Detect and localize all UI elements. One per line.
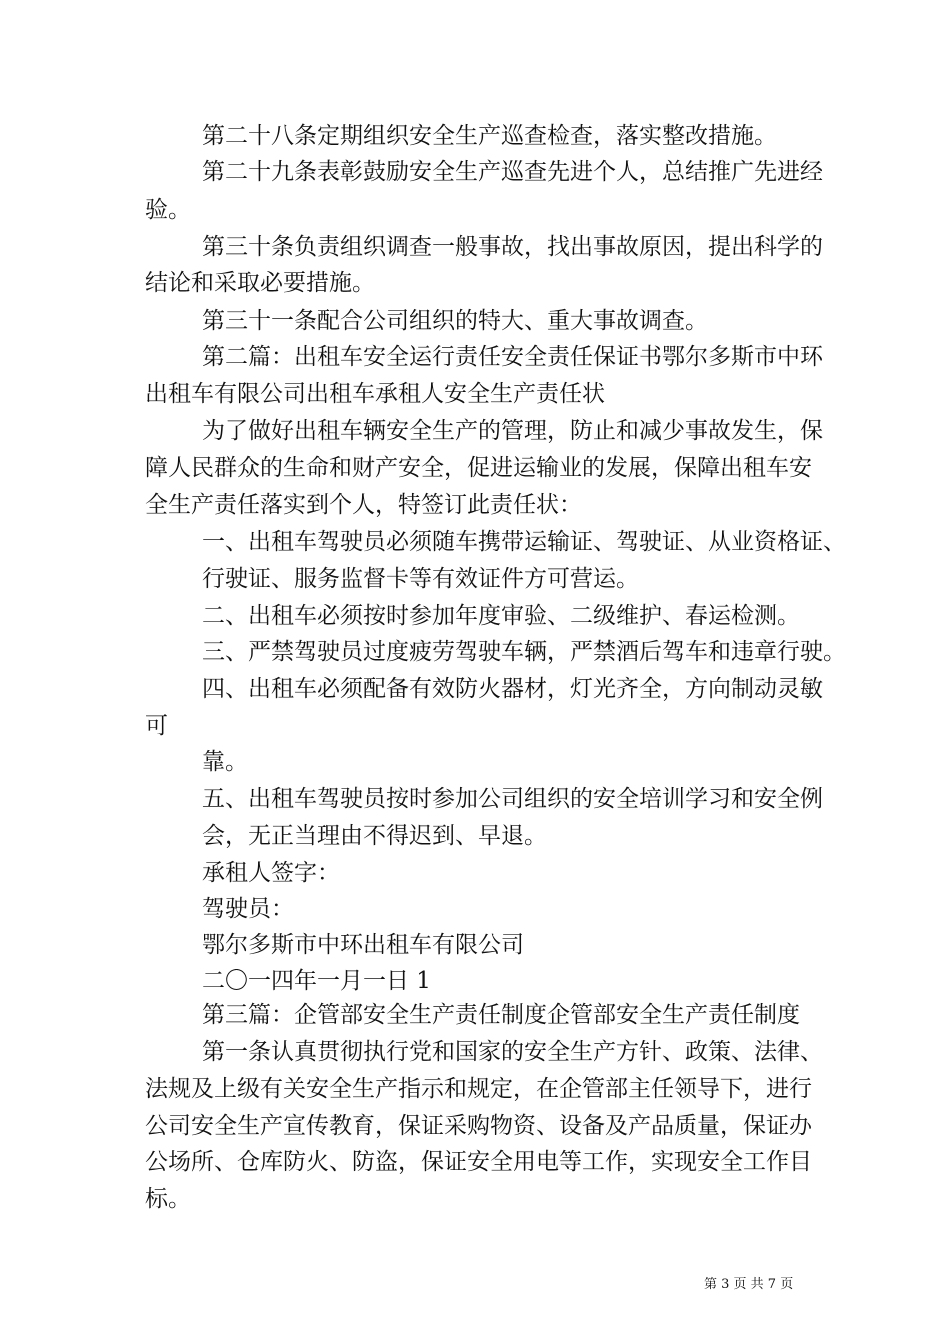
section-heading: 出租车有限公司出租车承租人安全生产责任状 bbox=[145, 381, 605, 407]
text-line: 全生产责任落实到个人，特签订此责任状： bbox=[145, 492, 582, 518]
text-line: 五、出租车驾驶员按时参加公司组织的安全培训学习和安全例 bbox=[202, 786, 823, 812]
text-line: 障人民群众的生命和财产安全，促进运输业的发展，保障出租车安 bbox=[145, 455, 812, 481]
text-line: 可 bbox=[145, 713, 168, 739]
text-line: 二、出租车必须按时参加年度审验、二级维护、春运检测。 bbox=[202, 603, 800, 629]
text-line: 会，无正当理由不得迟到、早退。 bbox=[202, 823, 547, 849]
text-line: 行驶证、服务监督卡等有效证件方可营运。 bbox=[202, 566, 639, 592]
signature-label: 承租人签字： bbox=[202, 860, 340, 886]
page-number: 第 3 页 共 7 页 bbox=[704, 1277, 794, 1292]
text-line: 法规及上级有关安全生产指示和规定，在企管部主任领导下，进行 bbox=[145, 1076, 812, 1102]
text-line: 标。 bbox=[145, 1186, 191, 1212]
text-line: 公场所、仓库防火、防盗，保证安全用电等工作，实现安全工作目 bbox=[145, 1149, 812, 1175]
text-line: 四、出租车必须配备有效防火器材，灯光齐全，方向制动灵敏 bbox=[202, 676, 823, 702]
text-line: 为了做好出租车辆安全生产的管理，防止和减少事故发生，保 bbox=[202, 418, 823, 444]
text-line: 结论和采取必要措施。 bbox=[145, 270, 375, 296]
text-line: 验。 bbox=[145, 197, 191, 223]
text-line: 第一条认真贯彻执行党和国家的安全生产方针、政策、法律、 bbox=[202, 1039, 823, 1065]
text-line: 第二十八条定期组织安全生产巡查检查，落实整改措施。 bbox=[202, 123, 777, 149]
section-heading: 第二篇：出租车安全运行责任安全责任保证书鄂尔多斯市中环 bbox=[202, 344, 823, 370]
text-line: 一、出租车驾驶员必须随车携带运输证、驾驶证、从业资格证、 bbox=[202, 529, 846, 555]
signature-label: 驾驶员： bbox=[202, 896, 294, 922]
date-line: 二〇一四年一月一日 1 bbox=[202, 968, 431, 994]
text-line: 第三十条负责组织调查一般事故，找出事故原因，提出科学的 bbox=[202, 234, 823, 260]
section-heading: 第三篇：企管部安全生产责任制度企管部安全生产责任制度 bbox=[202, 1002, 800, 1028]
text-line: 公司安全生产宣传教育，保证采购物资、设备及产品质量，保证办 bbox=[145, 1113, 812, 1139]
text-line: 第三十一条配合公司组织的特大、重大事故调查。 bbox=[202, 308, 708, 334]
text-line: 三、严禁驾驶员过度疲劳驾驶车辆，严禁酒后驾车和违章行驶。 bbox=[202, 639, 846, 665]
company-name: 鄂尔多斯市中环出租车有限公司 bbox=[202, 932, 524, 958]
text-line: 第二十九条表彰鼓励安全生产巡查先进个人，总结推广先进经 bbox=[202, 159, 823, 185]
text-line: 靠。 bbox=[202, 749, 248, 775]
